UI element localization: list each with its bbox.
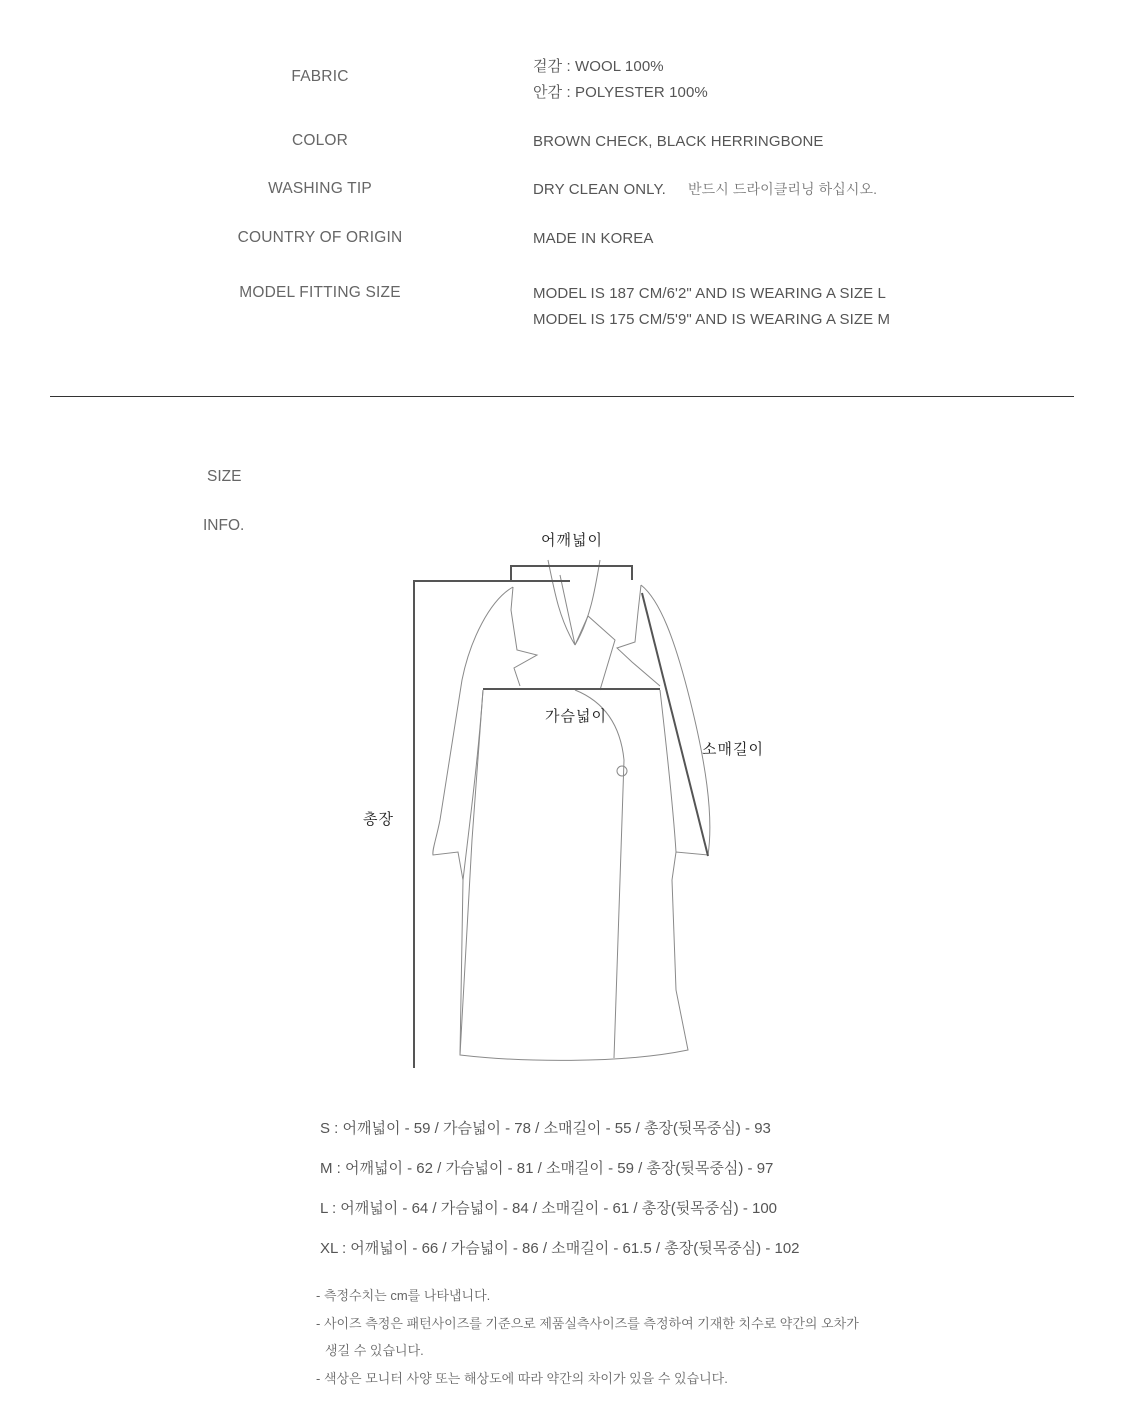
coat-outline [433,560,710,1060]
sleeve-measure-line [642,593,708,856]
size-line-xl: XL : 어깨넓이 - 66 / 가슴넓이 - 86 / 소매길이 - 61.5 / 총장(뒷목중심) - 102 [320,1240,800,1257]
fabric-lining-value: 안감 : POLYESTER 100% [533,84,708,101]
country-of-origin-label: COUNTRY OF ORIGIN [237,229,403,246]
chest-width-label: 가슴넓이 [545,707,607,725]
washing-tip-label: WASHING TIP [268,180,372,197]
model-fitting-line-1: MODEL IS 187 CM/6'2" AND IS WEARING A SIZE L [533,285,886,302]
color-value: BROWN CHECK, BLACK HERRINGBONE [533,133,824,150]
fabric-outer-value: 겉감 : WOOL 100% [533,58,664,75]
shoulder-width-label: 어깨넓이 [541,531,603,549]
size-line-m: M : 어깨넓이 - 62 / 가슴넓이 - 81 / 소매길이 - 59 / 총장(뒷목중심) - 97 [320,1160,774,1177]
note-unit: - 측정수치는 cm를 나타냅니다. [316,1288,491,1303]
note-measurement-cont: 생길 수 있습니다. [325,1343,424,1358]
size-line-s: S : 어깨넓이 - 59 / 가슴넓이 - 78 / 소매길이 - 55 / 총장(뒷목중심) - 93 [320,1120,771,1137]
sleeve-length-label: 소매길이 [702,740,764,758]
measurement-lines [414,566,708,1068]
model-fitting-line-2: MODEL IS 175 CM/5'9" AND IS WEARING A SIZE M [533,311,891,328]
color-label: COLOR [291,132,349,149]
washing-tip-value: DRY CLEAN ONLY. [533,181,666,198]
size-title: SIZE [207,468,242,485]
total-length-label: 총장 [363,810,394,828]
note-color: - 색상은 모니터 사양 또는 해상도에 따라 약간의 차이가 있을 수 있습니다. [316,1371,728,1386]
shoulder-measure-line [511,566,632,580]
note-measurement: - 사이즈 측정은 패턴사이즈를 기준으로 제품실측사이즈를 측정하여 기재한 치수로 약간의 오차가 [316,1316,859,1331]
country-of-origin-value: MADE IN KOREA [533,230,654,247]
washing-tip-note: 반드시 드라이클리닝 하십시오. [688,181,878,197]
length-measure-line [414,581,570,1068]
info-title: INFO. [203,517,245,534]
fabric-label: FABRIC [291,68,349,85]
model-fitting-size-label: MODEL FITTING SIZE [239,284,401,301]
size-line-l: L : 어깨넓이 - 64 / 가슴넓이 - 84 / 소매길이 - 61 / 총장(뒷목중심) - 100 [320,1200,778,1217]
